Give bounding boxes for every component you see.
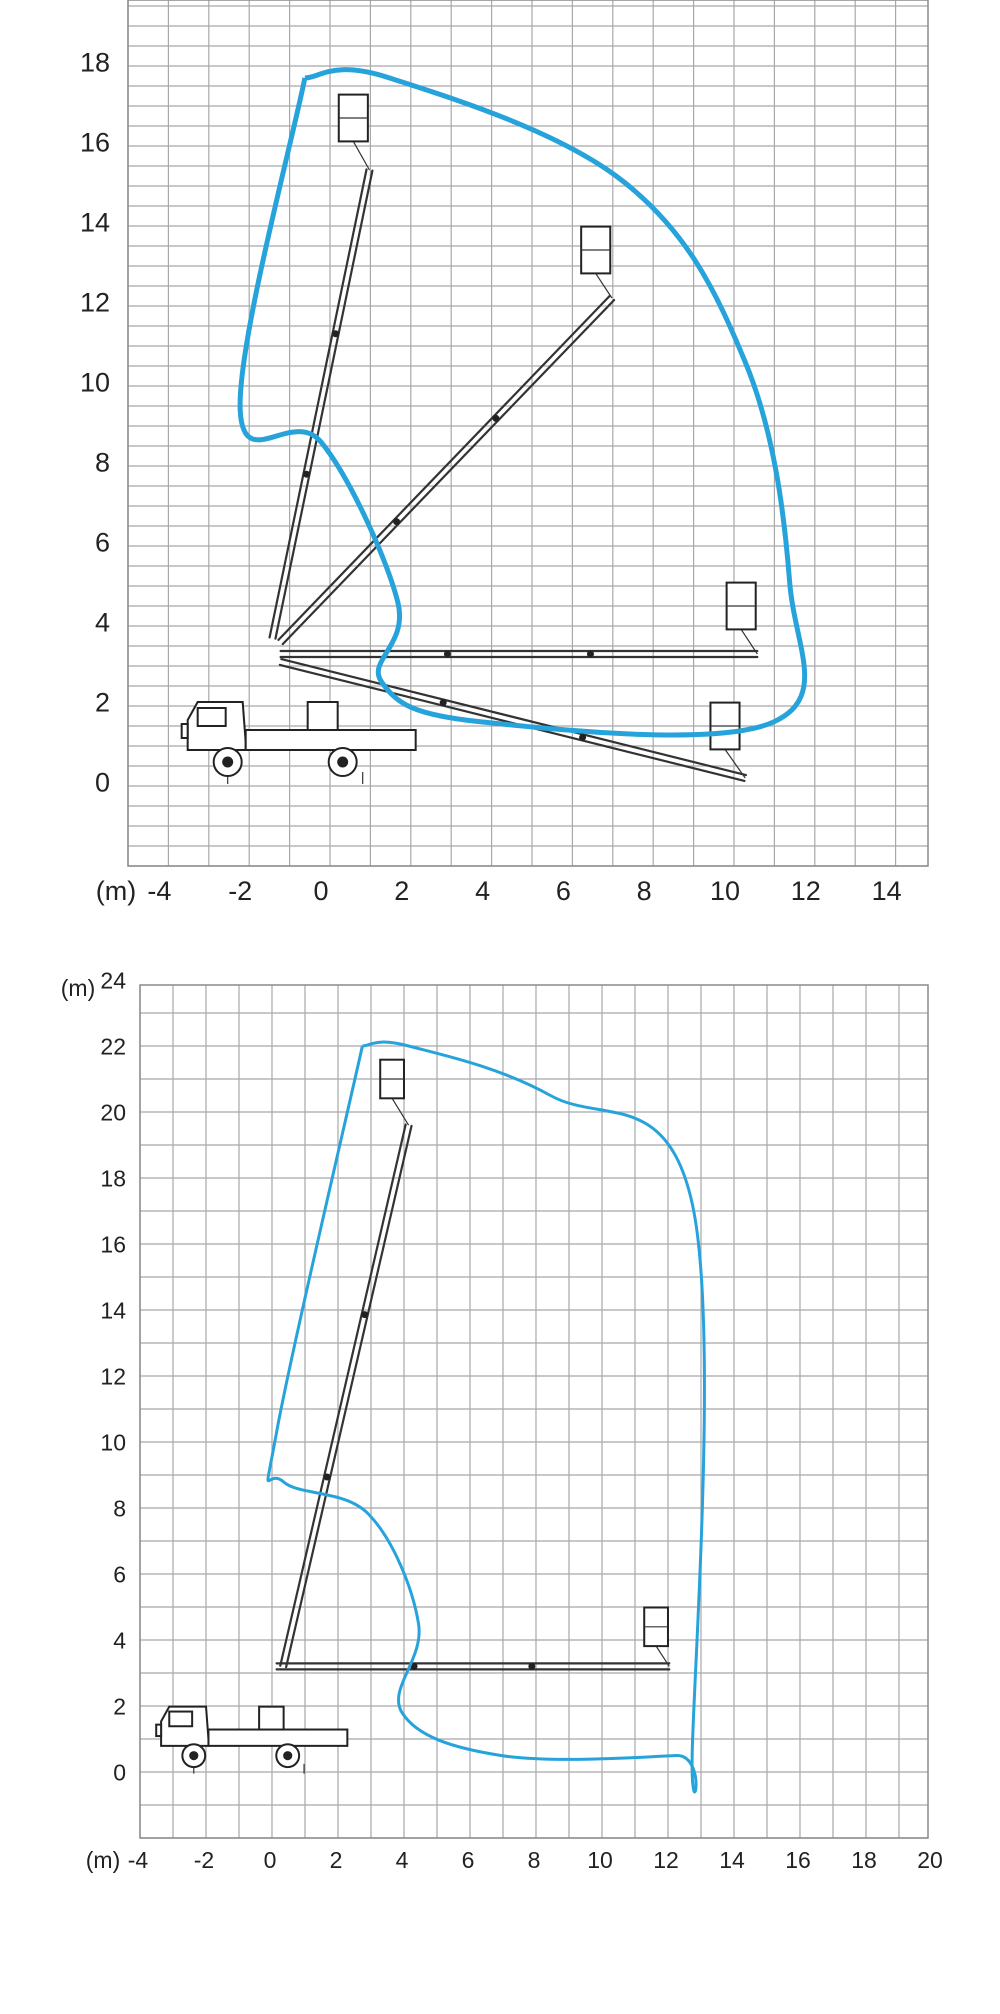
y-tick-label: 18 xyxy=(79,47,110,78)
x-tick-label: 10 xyxy=(709,876,741,906)
boom-joint xyxy=(493,415,499,421)
x-tick-label: 14 xyxy=(871,876,902,906)
x-tick-label: 12 xyxy=(653,1847,679,1873)
boom-joint xyxy=(303,471,309,477)
boom-position xyxy=(280,1060,411,1667)
x-tick-label: 10 xyxy=(587,1847,613,1873)
boom-arm xyxy=(283,300,614,644)
y-tick-label: 6 xyxy=(113,1561,126,1588)
x-tick-label: 2 xyxy=(394,876,410,906)
x-tick-label: 8 xyxy=(527,1847,541,1873)
y-tick-label: 4 xyxy=(94,607,110,638)
boom-joint xyxy=(444,651,450,657)
boom-arm xyxy=(278,296,609,640)
x-tick-label: -4 xyxy=(127,1847,149,1873)
boom-joint xyxy=(580,734,586,740)
y-tick-label: 10 xyxy=(79,367,110,398)
x-tick-label: -4 xyxy=(147,876,172,906)
y-tick-label: 18 xyxy=(100,1165,126,1192)
x-tick-label: 2 xyxy=(329,1847,343,1873)
range-diagram-2 xyxy=(61,967,943,1873)
x-tick-label: -2 xyxy=(228,876,253,906)
boom-joint xyxy=(333,331,339,337)
x-tick-label: 6 xyxy=(555,876,571,906)
y-tick-label: 12 xyxy=(100,1363,126,1390)
boom-position xyxy=(278,227,614,644)
y-tick-label: 0 xyxy=(94,767,110,798)
y-tick-label: 10 xyxy=(100,1429,126,1456)
basket-arm xyxy=(725,749,745,778)
y-tick-label: 16 xyxy=(79,127,110,158)
working-envelope xyxy=(268,1042,704,1792)
x-tick-label: 14 xyxy=(719,1847,745,1873)
y-tick-label: 16 xyxy=(100,1231,126,1258)
y-tick-label: 22 xyxy=(100,1033,126,1060)
truck-icon xyxy=(156,1707,347,1774)
y-tick-label: 12 xyxy=(79,287,110,318)
x-tick-label: 0 xyxy=(263,1847,277,1873)
x-tick-label: 12 xyxy=(790,876,821,906)
y-tick-label: 2 xyxy=(113,1693,126,1720)
y-tick-label: 14 xyxy=(100,1297,126,1324)
x-tick-label: 4 xyxy=(395,1847,409,1873)
y-tick-label: 2 xyxy=(94,687,110,718)
boom-arm xyxy=(270,169,367,637)
truck-icon xyxy=(182,702,416,784)
y-tick-label: 20 xyxy=(100,1099,126,1126)
range-diagram-1 xyxy=(80,0,928,906)
boom-joint xyxy=(587,651,593,657)
x-tick-label: 8 xyxy=(636,876,652,906)
boom-position xyxy=(277,1607,670,1669)
y-tick-label: 4 xyxy=(113,1627,126,1654)
boom-joint xyxy=(324,1474,330,1480)
y-tick-label: 0 xyxy=(113,1759,126,1786)
y-tick-label: 24 xyxy=(100,967,126,994)
boom-arm xyxy=(280,1125,405,1666)
x-unit-label: (m) xyxy=(85,1847,121,1873)
x-tick-label: 18 xyxy=(851,1847,877,1873)
y-unit-label: (m) xyxy=(60,975,96,1001)
boom-joint xyxy=(394,519,400,525)
y-tick-label: 6 xyxy=(94,527,110,558)
x-unit-label: (m) xyxy=(95,876,137,906)
boom-joint xyxy=(440,700,446,706)
x-tick-label: 4 xyxy=(475,876,491,906)
x-tick-label: 16 xyxy=(785,1847,811,1873)
y-tick-label: 14 xyxy=(79,207,110,238)
y-tick-label: 8 xyxy=(113,1495,126,1522)
y-tick-label: 8 xyxy=(94,447,110,478)
x-tick-label: -2 xyxy=(193,1847,215,1873)
x-tick-label: 0 xyxy=(313,876,329,906)
boom-joint xyxy=(529,1663,535,1669)
x-tick-label: 6 xyxy=(461,1847,475,1873)
x-tick-label: 20 xyxy=(917,1847,943,1873)
boom-joint xyxy=(362,1312,368,1318)
